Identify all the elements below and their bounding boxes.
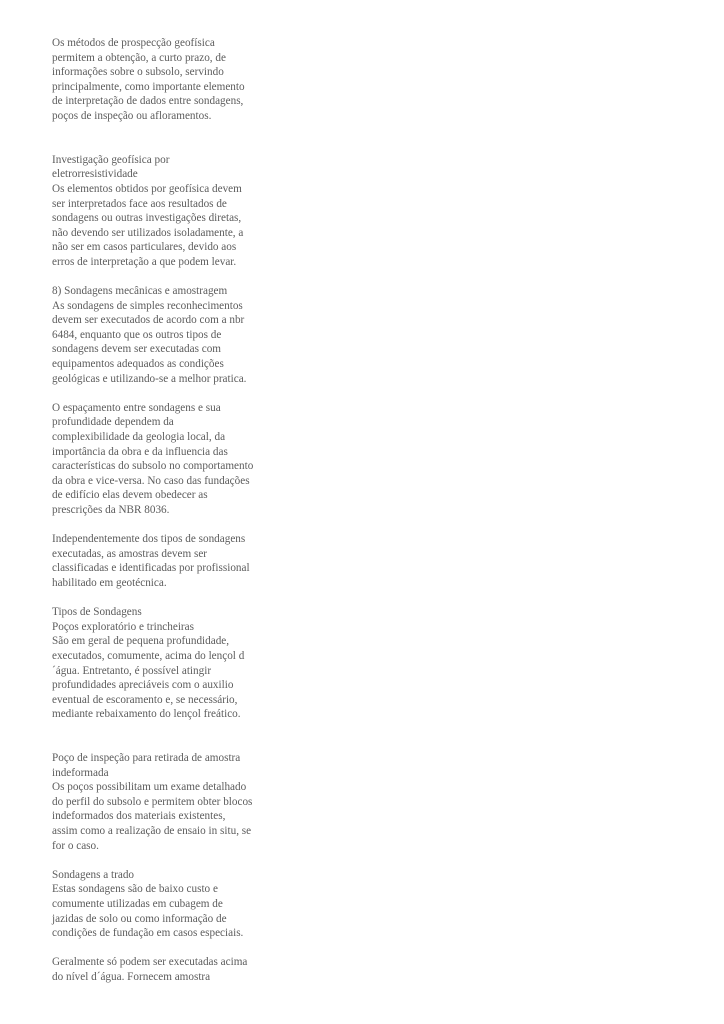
text-line: habilitado em geotécnica. [52, 576, 167, 589]
paragraph-spacing [52, 401, 288, 518]
spacer [52, 124, 288, 153]
paragraph-inspection-well [52, 751, 288, 853]
text-line: características do subsolo no comportamento [52, 460, 254, 473]
text-line: profundidades apreciáveis com o auxilio [52, 679, 234, 692]
paragraph-electroresistivity [52, 153, 288, 270]
section-heading: indeformada [52, 766, 109, 779]
text-line: não ser em casos particulares, devido aos [52, 241, 237, 254]
text-line: Estas sondagens são de baixo custo e [52, 883, 218, 896]
text-line: erros de interpretação a que podem levar. [52, 255, 237, 268]
paragraph-mechanical-soundings [52, 284, 288, 386]
text-line: complexibilidade da geologia local, da [52, 431, 226, 444]
spacer [52, 941, 288, 956]
paragraph-geophysics-intro [52, 36, 288, 124]
text-line: assim como a realização de ensaio in situ, se [52, 825, 252, 838]
text-line: sondagens ou outras investigações diretas, [52, 212, 242, 225]
text-line: Independentemente dos tipos de sondagens [52, 533, 246, 546]
text-line: 6484, enquanto que os outros tipos de [52, 328, 222, 341]
text-line: São em geral de pequena profundidade, [52, 635, 230, 648]
text-line: da obra e vice-versa. No caso das fundações [52, 474, 250, 487]
text-line: sondagens devem ser executadas com [52, 343, 221, 356]
text-line: O espaçamento entre sondagens e sua [52, 401, 221, 414]
section-heading: Sondagens a trado [52, 868, 135, 881]
text-line: principalmente, como importante elemento [52, 80, 245, 93]
text-line: informações sobre o subsolo, servindo [52, 66, 224, 79]
text-line: ser interpretados face aos resultados de [52, 197, 227, 210]
text-line: jazidas de solo ou como informação de [52, 912, 227, 925]
spacer [52, 853, 288, 868]
text-line: Os poços possibilitam um exame detalhado [52, 781, 247, 794]
text-line: prescrições da NBR 8036. [52, 504, 170, 516]
spacer [52, 518, 288, 533]
text-line: condições de fundação em casos especiais. [52, 927, 244, 940]
text-line: comumente utilizadas em cubagem de [52, 898, 223, 911]
text-line: classificadas e identificadas por profissional [52, 562, 250, 575]
paragraph-water-level [52, 955, 288, 984]
text-line: do perfil do subsolo e permitem obter blocos [52, 795, 253, 808]
section-heading: Investigação geofísica por [52, 153, 170, 166]
text-line: executadas, as amostras devem ser [52, 547, 208, 560]
section-heading: Tipos de Sondagens [52, 606, 142, 619]
text-line: As sondagens de simples reconhecimentos [52, 299, 243, 312]
text-line: geológicas e utilizando-se a melhor pratica. [52, 372, 247, 385]
section-heading: eletrorresistividade [52, 168, 138, 181]
text-line: Os elementos obtidos por geofísica devem [52, 182, 242, 195]
text-line: for o caso. [52, 839, 99, 852]
section-heading: Poços exploratório e trincheiras [52, 620, 194, 633]
section-heading: 8) Sondagens mecânicas e amostragem [52, 285, 228, 298]
text-line: profundidade dependem da [52, 416, 174, 429]
paragraph-classification [52, 532, 288, 590]
text-line: Geralmente só podem ser executadas acima [52, 956, 248, 969]
spacer [52, 270, 288, 285]
text-line: ´água. Entretanto, é possível atingir [52, 664, 212, 677]
text-line: mediante rebaixamento do lençol freático. [52, 708, 241, 721]
spacer [52, 591, 288, 606]
text-line: de edifício elas devem obedecer as [52, 489, 208, 502]
spacer [52, 386, 288, 401]
text-line: Os métodos de prospecção geofísica [52, 37, 215, 49]
text-line: de interpretação de dados entre sondagens, [52, 95, 244, 108]
text-line: executados, comumente, acima do lençol d [52, 649, 245, 662]
section-heading: Poço de inspeção para retirada de amostra [52, 752, 241, 765]
document-page [52, 36, 288, 985]
text-line: do nível d´água. Fornecem amostra [52, 971, 211, 983]
text-line: devem ser executados de acordo com a nbr [52, 314, 245, 327]
text-line: importância da obra e da influencia das [52, 445, 228, 458]
paragraph-auger-soundings [52, 868, 288, 941]
paragraph-sounding-types [52, 605, 288, 722]
text-line: permitem a obtenção, a curto prazo, de [52, 51, 226, 64]
text-line: indeformados dos materiais existentes, [52, 810, 226, 823]
text-line: eventual de escoramento e, se necessário, [52, 693, 238, 706]
text-line: poços de inspeção ou afloramentos. [52, 109, 212, 122]
text-line: não devendo ser utilizados isoladamente, a [52, 226, 244, 239]
text-line: equipamentos adequados as condições [52, 358, 224, 371]
spacer [52, 722, 288, 751]
